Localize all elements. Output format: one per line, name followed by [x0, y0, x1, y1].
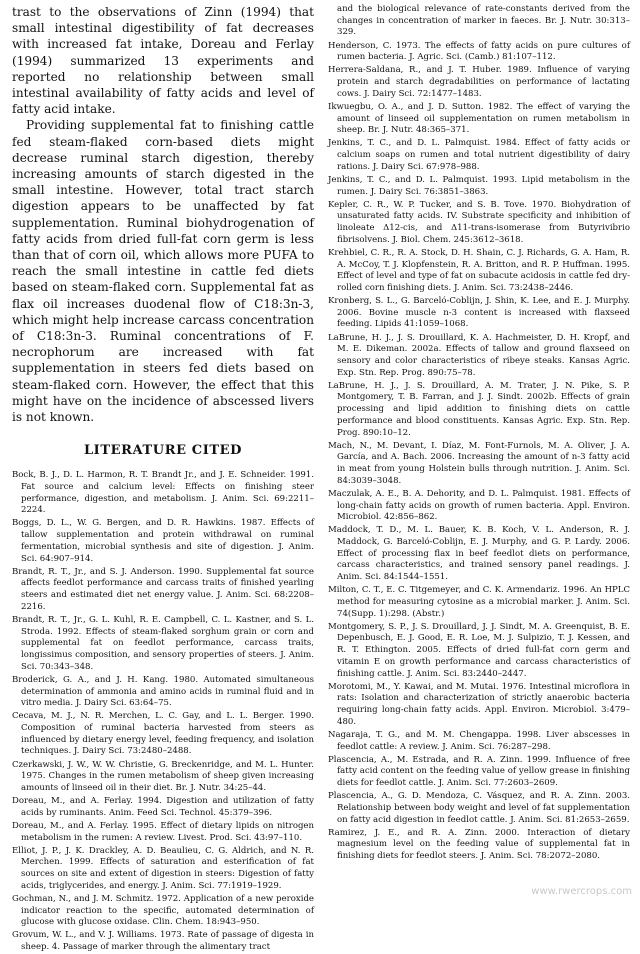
reference-list: [328, 4, 630, 863]
reference-item: Nagaraja, T. G., and M. M. Chengappa. 1998. Liver abscesses in feedlot cattle: A review. J. Anim. Sci. 76:287–298.: [328, 729, 630, 752]
reference-item: LaBrune, H. J., J. S. Drouillard, K. A. Hachmeister, D. H. Kropf, and M. E. Dikeman. 2002a. Effects of tallow and ground flaxseed on sensory and color characteristics of ribeye steaks. Kansas Agric. Exp. Stn. Rep. Prog. 890:75–78.: [328, 332, 630, 378]
body-paragraph: Providing supplemental fat to finishing cattle fed steam-flaked corn-based diets might decrease ruminal starch digestion, thereby increasing amounts of starch digested in the small intestine. However, total tract starch digestion appears to be unaffected by fat supplementation. Ruminal biohydrogenation of fatty acids from dried full-fat corn germ is less than that of corn oil, which allows more PUFA to reach the small intestine in cattle fed diets based on steam-flaked corn. Supplemental fat as flax oil increases duodenal flow of C18:3n-3, which might help increase carcass concentration of C18:3n-3. Ruminal concentrations of F. necrophorum are increased with fat supplementation in steers fed diets based on steam-flaked corn. However, the effect that this might have on the incidence of abscessed livers is not known.: [12, 118, 314, 425]
reference-item: Mach, N., M. Devant, I. Díaz, M. Font-Furnols, M. A. Oliver, J. A. García, and A. Bach. 2006. Increasing the amount of n-3 fatty acid in meat from young Holstein bulls through nutrition. J. Anim. Sci. 84:3039–3048.: [328, 440, 630, 486]
right-column: [328, 4, 630, 900]
left-column: [12, 4, 314, 952]
reference-item: Boggs, D. L., W. G. Bergen, and D. R. Hawkins. 1987. Effects of tallow supplementation and protein withdrawal on ruminal fermentation, microbial synthesis and site of digestion. J. Anim. Sci. 64:907–914.: [12, 518, 314, 564]
reference-item: Grovum, W. L., and V. J. Williams. 1973. Rate of passage of digesta in sheep. 4. Passage of marker through the alimentary tract: [12, 930, 314, 952]
reference-item: Czerkawski, J. W., W. W. Christie, G. Breckenridge, and M. L. Hunter. 1975. Changes in the rumen metabolism of sheep given increasing amounts of linseed oil in their diet. Br. J. Nutr. 34:25–44.: [12, 759, 314, 793]
section-title: LITERATURE CITED: [83, 443, 243, 459]
reference-item: Brandt, R. T., Jr., G. L. Kuhl, R. E. Campbell, C. L. Kastner, and S. L. Stroda. 1992. Effects of steam-flaked sorghum grain or corn and supplemental fat on feedlot performance, carcass traits, longissimus composition, and sensory properties of steers. J. Anim. Sci. 70:343–348.: [12, 614, 314, 672]
reference-item: Doreau, M., and A. Ferlay. 1995. Effect of dietary lipids on nitrogen metabolism in the rumen: A review. Livest. Prod. Sci. 43:97–110.: [12, 820, 314, 843]
reference-item: Gochman, N., and J. M. Schmitz. 1972. Application of a new peroxide indicator reaction to the specific, automated determination of glucose with glucose oxidase. Clin. Chem. 18:943–950.: [12, 893, 314, 928]
reference-item: Jenkins, T. C., and D. L. Palmquist. 1993. Lipid metabolism in the rumen. J. Dairy Sci. 76:3851–3863.: [328, 174, 630, 197]
reference-item: Jenkins, T. C., and D. L. Palmquist. 1984. Effect of fatty acids or calcium soaps on rumen and total nutrient digestibility of dairy rations. J. Dairy Sci. 67:978–988.: [328, 138, 630, 172]
reference-item: LaBrune, H. J., J. S. Drouillard, A. M. Trater, J. N. Pike, S. P. Montgomery, T. B. Farran, and J. J. Sindt. 2002b. Effects of grain processing and lipid addition to finishing diets on cattle performance and blood constituents. Kansas Agric. Exp. Stn. Rep. Prog. 890:10–12.: [328, 380, 630, 438]
reference-item: Maczulak, A. E., B. A. Dehority, and D. L. Palmquist. 1981. Effects of long-chain fatty acids on growth of rumen bacteria. Appl. Environ. Microbiol. 42:856–862.: [328, 488, 630, 523]
reference-item: Plascencia, A., G. D. Mendoza, C. Vásquez, and R. A. Zinn. 2003. Relationship between body weight and level of fat supplementation on fatty acid digestion in feedlot cattle. J. Anim. Sci. 81:2653–2659.: [328, 791, 630, 825]
reference-item: Broderick, G. A., and J. H. Kang. 1980. Automated simultaneous determination of ammonia and amino acids in ruminal fluid and in vitro media. J. Dairy Sci. 63:64–75.: [12, 674, 314, 709]
reference-item: Herrera-Saldana, R., and J. T. Huber. 1989. Influence of varying protein and starch degradabilities on performance of lactating cows. J. Dairy Sci. 72:1477–1483.: [328, 65, 630, 99]
body-paragraph: trast to the observations of Zinn (1994) that small intestinal digestibility of fat decreases with increased fat intake, Doreau and Ferlay (1994) summarized 13 experiments and reported no relationship between small intestinal availability of fatty acids and level of fatty acid intake.: [12, 5, 314, 117]
reference-item: Maddock, T. D., M. L. Bauer, K. B. Koch, V. L. Anderson, R. J. Maddock, G. Barceló-Coblijn, E. J. Murphy, and G. P. Lardy. 2006. Effect of processing flax in beef feedlot diets on performance, carcass characteristics, and trained sensory panel readings. J. Anim. Sci. 84:1544–1551.: [328, 525, 630, 583]
reference-item: Cecava, M. J., N. R. Merchen, L. C. Gay, and L. L. Berger. 1990. Composition of ruminal bacteria harvested from steers as influenced by dietary energy level, feeding frequency, and isolation techniques. J. Dairy Sci. 73:2480–2488.: [12, 711, 314, 757]
reference-item: Kepler, C. R., W. P. Tucker, and S. B. Tove. 1970. Biohydration of unsaturated fatty acids. IV. Substrate specificity and inhibition of linoleate Δ12-cis, and Δ11-trans-isomerase from Butyrivibrio fibrisolvens. J. Biol. Chem. 245:3612–3618.: [328, 199, 630, 245]
reference-item: Plascencia, A., M. Estrada, and R. A. Zinn. 1999. Influence of free fatty acid content on the feeding value of yellow grease in finishing diets for feedlot cattle. J. Anim. Sci. 77:2603–2609.: [328, 754, 630, 789]
reference-item: Krehbiel, C. R., R. A. Stock, D. H. Shain, C. J. Richards, G. A. Ham, R. A. McCoy, T. J. Klopfenstein, R. A. Britton, and R. P. Huffman. 1995. Effect of level and type of fat on subacute acidosis in cattle fed dry-rolled corn finishing diets. J. Anim. Sci. 73:2438–2446.: [328, 247, 630, 293]
reference-item: Brandt, R. T., Jr., and S. J. Anderson. 1990. Supplemental fat source affects feedlot performance and carcass traits of finished yearling steers and estimated diet net energy value. J. Anim. Sci. 68:2208–2216.: [12, 566, 314, 612]
reference-item: Montgomery, S. P., J. S. Drouillard, J. J. Sindt, M. A. Greenquist, B. E. Depenbusch, E. J. Good, E. R. Loe, M. J. Sulpizio, T. J. Kessen, and R. T. Ethington. 2005. Effects of dried full-fat corn germ and vitamin E on growth performance and carcass characteristics of finishing cattle. J. Anim. Sci. 83:2440–2447.: [328, 621, 630, 679]
reference-item: Doreau, M., and A. Ferlay. 1994. Digestion and utilization of fatty acids by ruminants. Anim. Feed Sci. Technol. 45:379–396.: [12, 796, 314, 818]
reference-item: Henderson, C. 1973. The effects of fatty acids on pure cultures of rumen bacteria. J. Agric. Sci. (Camb.) 81:107–112.: [328, 40, 630, 63]
reference-item: Ikwuegbu, O. A., and J. D. Sutton. 1982. The effect of varying the amount of linseed oil supplementation on rumen metabolism in sheep. Br. J. Nutr. 48:365–371.: [328, 101, 630, 136]
reference-item: Ramirez, J. E., and R. A. Zinn. 2000. Interaction of dietary magnesium level on the feeding value of supplemental fat in finishing diets for feedlot steers. J. Anim. Sci. 78:2072–2080.: [328, 827, 630, 862]
watermark: www.rwercrops.com: [531, 886, 632, 897]
reference-continuation: and the biological relevance of rate-constants derived from the changes in concentration of marker in faeces. Br. J. Nutr. 30:313–329.: [337, 4, 630, 38]
reference-list: [12, 470, 314, 953]
reference-item: Bock, B. J., D. L. Harmon, R. T. Brandt Jr., and J. E. Schneider. 1991. Fat source and calcium level: Effects on finishing steer performance, digestion, and metabolism. J. Anim. Sci. 69:2211–2224.: [12, 470, 314, 516]
reference-item: Elliot, J. P., J. K. Drackley, A. D. Beaulieu, C. G. Aldrich, and N. R. Merchen. 1999. Effects of saturation and esterification of fat sources on site and extent of digestion in steers: Digestion of fatty acids, triglycerides, and energy. J. Anim. Sci. 77:1919–1929.: [12, 845, 314, 891]
reference-item: Milton, C. T., E. C. Titgemeyer, and C. K. Armendariz. 1996. An HPLC method for measuring cytosine as a microbial marker. J. Anim. Sci. 74(Supp. 1):298. (Abstr.): [328, 585, 630, 619]
reference-item: Morotomi, M., Y. Kawai, and M. Mutai. 1976. Intestinal microflora in rats: Isolation and characterization of strictly anaerobic bacteria requiring long-chain fatty acids. Appl. Environ. Microbiol. 3:479–480.: [328, 681, 630, 727]
reference-item: Kronberg, S. L., G. Barceló-Coblijn, J. Shin, K. Lee, and E. J. Murphy. 2006. Bovine muscle n-3 content is increased with flaxseed feeding. Lipids 41:1059–1068.: [328, 296, 630, 330]
